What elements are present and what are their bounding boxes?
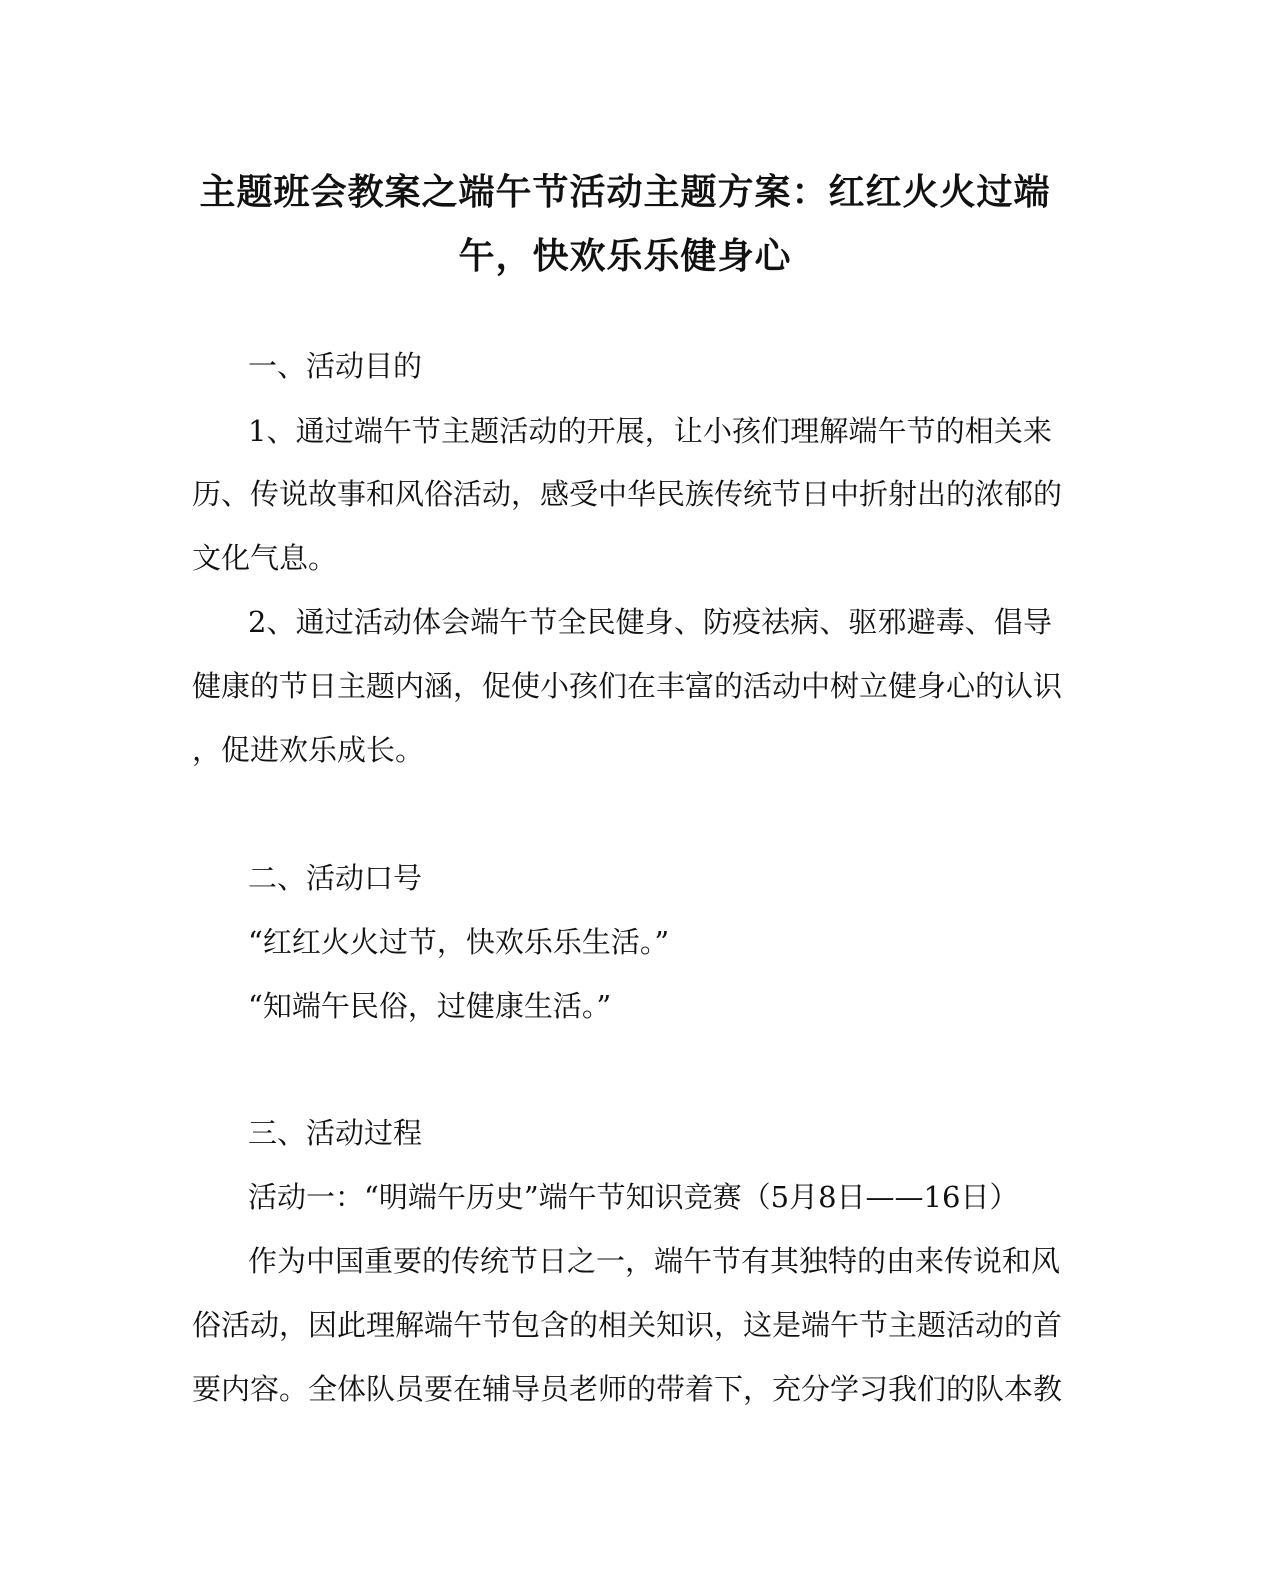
section-heading-purpose: 一、活动目的 bbox=[248, 349, 423, 383]
paragraph-line: 2、通过活动体会端午节全民健身、防疫祛病、驱邪避毒、倡导 bbox=[248, 605, 1052, 639]
paragraph-line: 1、通过端午节主题活动的开展，让小孩们理解端午节的相关来 bbox=[248, 414, 1052, 448]
paragraph-line: 要内容。全体队员要在辅导员老师的带着下，充分学习我们的队本教 bbox=[192, 1372, 1063, 1406]
paragraph-line: 俗活动，因此理解端午节包含的相关知识，这是端午节主题活动的首 bbox=[192, 1308, 1063, 1342]
paragraph-line: 历、传说故事和风俗活动，感受中华民族传统节日中折射出的浓郁的 bbox=[192, 477, 1063, 511]
activity-title: 活动一：“明端午历史”端午节知识竞赛（5月8日——16日） bbox=[248, 1180, 1019, 1214]
document-title-line-1: 主题班会教案之端午节活动主题方案：红红火火过端 bbox=[199, 171, 1051, 213]
slogan-line: “知端午民俗，过健康生活。” bbox=[248, 989, 612, 1023]
document-title-line-2: 午，快欢乐乐健身心 bbox=[458, 235, 792, 277]
paragraph-line: 健康的节日主题内涵，促使小孩们在丰富的活动中树立健身心的认识 bbox=[192, 669, 1063, 703]
paragraph-line: 作为中国重要的传统节日之一，端午节有其独特的由来传说和风 bbox=[248, 1244, 1061, 1278]
section-heading-process: 三、活动过程 bbox=[248, 1116, 423, 1150]
paragraph-line: ，促进欢乐成长。 bbox=[192, 733, 425, 767]
section-heading-slogan: 二、活动口号 bbox=[248, 861, 423, 895]
paragraph-line: 文化气息。 bbox=[192, 541, 338, 575]
slogan-line: “红红火火过节，快欢乐乐生活。” bbox=[248, 925, 670, 959]
